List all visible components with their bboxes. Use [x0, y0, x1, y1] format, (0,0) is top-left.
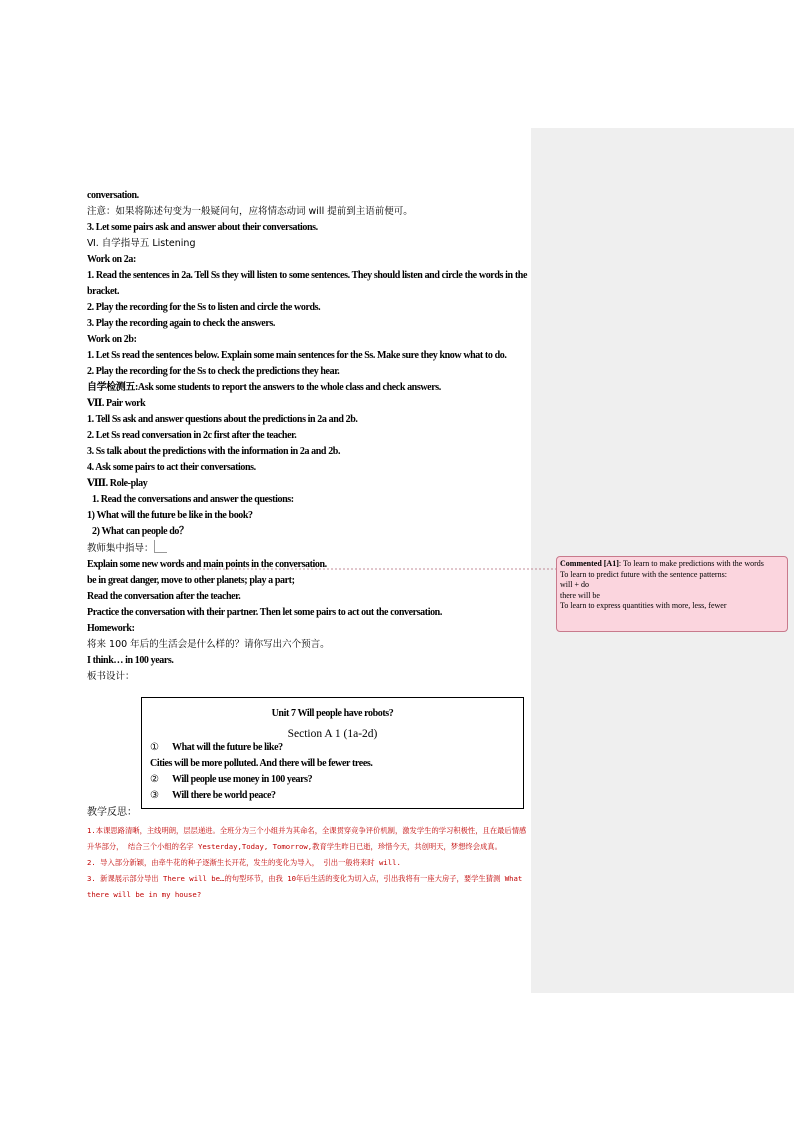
text-line: Work on 2b:: [87, 334, 137, 345]
board-row: [142, 788, 523, 804]
comment-line: : To learn to make predictions with the words: [618, 559, 764, 568]
text-line: 4. Ask some pairs to act their conversations.: [87, 462, 256, 473]
text-line: 3. Let some pairs ask and answer about their conversations.: [87, 222, 318, 233]
text-line: 1) What will the future be like in the book?: [87, 510, 253, 521]
text-line: 2. Let Ss read conversation in 2c first after the teacher.: [87, 430, 297, 441]
comment-anchor-text: 教师集中指导：: [87, 543, 154, 554]
text-line: Read the conversation after the teacher.: [87, 591, 241, 602]
text-line: conversation.: [87, 190, 139, 201]
text-line: 1. Read the conversations and answer the questions:: [92, 494, 294, 505]
text-line: 自学检测五:Ask some students to report the answers to the whole class and check answers.: [87, 382, 441, 393]
row-number: ②: [150, 774, 159, 785]
board-row: [142, 740, 523, 756]
section-heading: Ⅵ. 自学指导五 Listening: [87, 238, 196, 249]
section-heading: Ⅶ. Pair work: [87, 398, 146, 409]
text-line: 将来 100 年后的生活会是什么样的？请你写出六个预言。: [87, 639, 330, 650]
board-title: Unit 7 Will people have robots?: [271, 708, 394, 719]
text-cursor[interactable]: [154, 540, 167, 553]
comment-author: Commented [A1]: [560, 559, 619, 568]
section-heading: 板书设计：: [87, 671, 135, 682]
text-line: [87, 540, 527, 557]
row-text: Will people use money in 100 years?: [172, 774, 313, 785]
text-line: 1. Let Ss read the sentences below. Explain some main sentences for the Ss. Make sure they know what to do.: [87, 350, 507, 361]
row-text: What will the future be like?: [172, 742, 283, 753]
reflection-heading: 教学反思：: [87, 807, 137, 818]
text-line: 1. Tell Ss ask and answer questions about the predictions in 2a and 2b.: [87, 414, 358, 425]
comment-line: To learn to predict future with the sentence patterns:: [560, 569, 727, 579]
text-line: Work on 2a:: [87, 254, 136, 265]
board-row: [142, 772, 523, 788]
row-number: ①: [150, 742, 159, 753]
reflection-text: [87, 823, 527, 903]
row-number: ③: [150, 790, 159, 801]
text-line: 3. Play the recording again to check the answers.: [87, 318, 275, 329]
text-line: be in great danger, move to other planets; play a part;: [87, 575, 295, 586]
reflection-paragraph: 3. 新课展示部分导出 There will be…的句型环节，由我 10年后生活的变化为切入点，引出我将有一座大房子，要学生猜测 What there will be in my house?: [87, 874, 523, 899]
reflection-paragraph: 1.本课思路清晰，主线明朗，层层递进。全班分为三个小组并为其命名，全课贯穿竞争评价机制，激发学生的学习积极性，且在最后情感升华部分， 结合三个小组的名字 Yesterday,Today, Tomorrow,教育学生昨日已逝，珍惜今天，共创明天，梦想终会成真。: [87, 826, 527, 851]
board-section: Section A 1 (1a-2d): [287, 728, 378, 740]
text-line: Practice the conversation with their partner. Then let some pairs to act out the conversation.: [87, 607, 442, 618]
text-line: 2) What can people do？: [92, 526, 189, 537]
row-text: Cities will be more polluted. And there will be fewer trees.: [150, 758, 373, 769]
blackboard-design-box: [141, 697, 524, 809]
text-line: 2. Play the recording for the Ss to listen and circle the words.: [87, 302, 321, 313]
text-line: 3. Ss talk about the predictions with the information in 2a and 2b.: [87, 446, 341, 457]
board-row: [142, 756, 523, 772]
comment-line: To learn to express quantities with more, less, fewer: [560, 601, 727, 610]
comment-line: will + do: [560, 580, 589, 589]
text-line: 2. Play the recording for the Ss to check the predictions they hear.: [87, 366, 340, 377]
section-heading: Ⅷ. Role-play: [87, 478, 148, 489]
text-line: 1. Read the sentences in 2a. Tell Ss they will listen to some sentences. They should listen and circle the words in the bracket.: [87, 270, 527, 297]
text-line: I think… in 100 years.: [87, 655, 174, 666]
text-line: 注意：如果将陈述句变为一般疑问句，应将情态动词 will 提前到主语前便可。: [87, 206, 413, 217]
row-text: Will there be world peace?: [172, 790, 276, 801]
text-line: Explain some new words and main points in the conversation.: [87, 559, 327, 570]
lesson-body: [87, 188, 527, 685]
comment-balloon[interactable]: [556, 556, 788, 632]
comment-connector-line: [191, 568, 556, 570]
comment-line: there will be: [560, 590, 600, 600]
reflection-paragraph: 2. 导入部分新颖，由牵牛花的种子逐渐生长开花，发生的变化为导入， 引出一般将来时 will.: [87, 858, 401, 867]
section-heading: Homework:: [87, 623, 135, 634]
